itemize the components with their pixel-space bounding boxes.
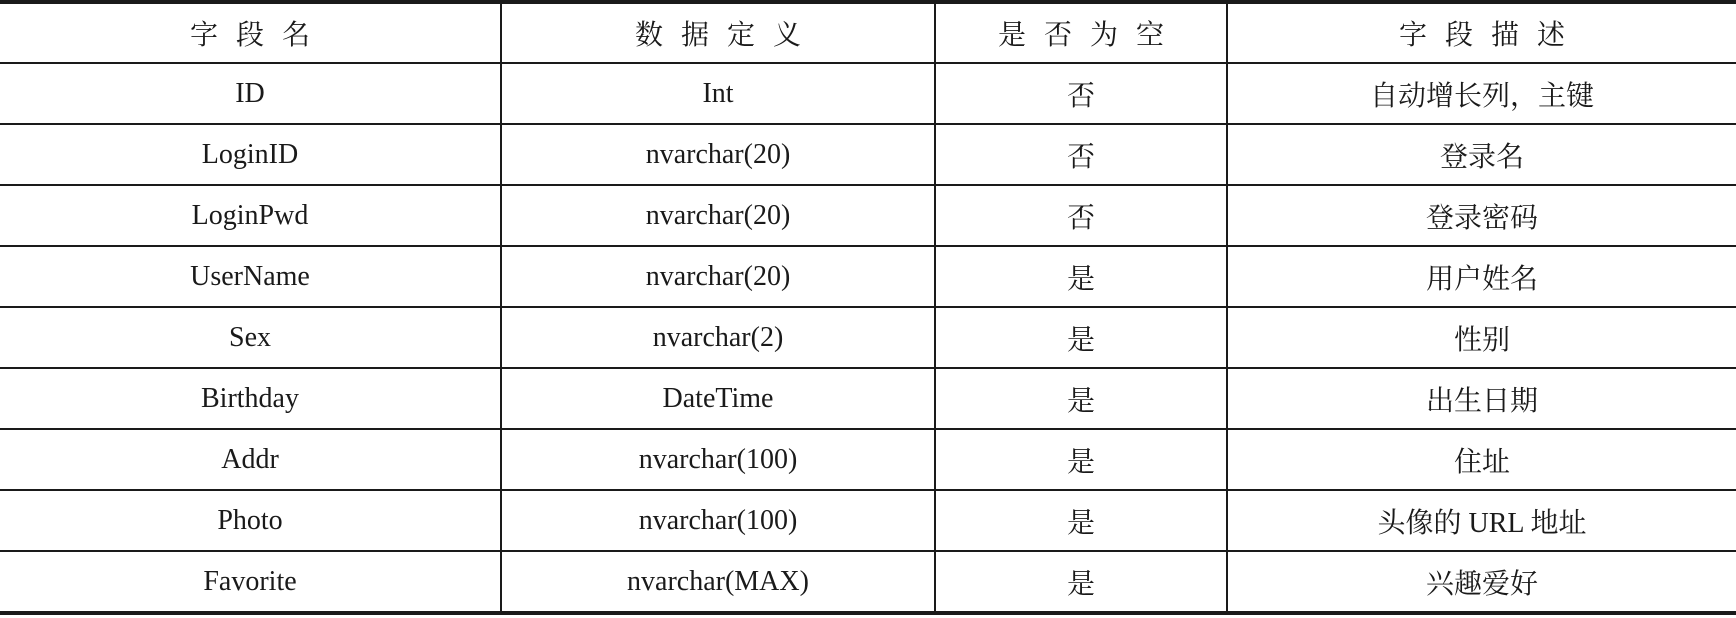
table-header <box>0 2 1736 63</box>
table-row <box>0 307 1736 368</box>
table-row <box>0 124 1736 185</box>
table-row <box>0 246 1736 307</box>
cell-field-name: Photo <box>0 490 501 551</box>
cell-field-description: 性别 <box>1227 307 1736 368</box>
cell-nullable: 否 <box>935 63 1227 124</box>
table-row <box>0 368 1736 429</box>
cell-nullable: 是 <box>935 490 1227 551</box>
cell-field-description: 住址 <box>1227 429 1736 490</box>
cell-data-definition: nvarchar(100) <box>501 490 935 551</box>
cell-field-name: LoginPwd <box>0 185 501 246</box>
header-field-name: 字段名 <box>0 2 501 63</box>
table-row <box>0 490 1736 551</box>
cell-nullable: 是 <box>935 368 1227 429</box>
cell-field-name: Birthday <box>0 368 501 429</box>
cell-nullable: 是 <box>935 246 1227 307</box>
cell-field-name: ID <box>0 63 501 124</box>
header-row <box>0 2 1736 63</box>
cell-nullable: 是 <box>935 429 1227 490</box>
cell-field-description: 登录密码 <box>1227 185 1736 246</box>
header-nullable: 是否为空 <box>935 2 1227 63</box>
cell-data-definition: Int <box>501 63 935 124</box>
cell-nullable: 否 <box>935 185 1227 246</box>
table-body <box>0 63 1736 613</box>
cell-field-description: 兴趣爱好 <box>1227 551 1736 613</box>
cell-nullable: 否 <box>935 124 1227 185</box>
cell-nullable: 是 <box>935 551 1227 613</box>
header-field-description: 字段描述 <box>1227 2 1736 63</box>
table-row <box>0 551 1736 613</box>
cell-data-definition: nvarchar(20) <box>501 124 935 185</box>
cell-field-description: 登录名 <box>1227 124 1736 185</box>
cell-field-description: 自动增长列，主键 <box>1227 63 1736 124</box>
table-row <box>0 185 1736 246</box>
cell-data-definition: nvarchar(100) <box>501 429 935 490</box>
cell-data-definition: nvarchar(MAX) <box>501 551 935 613</box>
table-row <box>0 429 1736 490</box>
cell-field-name: Addr <box>0 429 501 490</box>
cell-field-name: Favorite <box>203 565 297 597</box>
header-data-definition: 数据定义 <box>501 2 935 63</box>
cell-nullable: 是 <box>935 307 1227 368</box>
cell-field-name: Sex <box>0 307 501 368</box>
table-row <box>0 63 1736 124</box>
cell-field-description: 出生日期 <box>1227 368 1736 429</box>
cell-field-description: 用户姓名 <box>1227 246 1736 307</box>
cell-field-name: LoginID <box>0 124 501 185</box>
cell-data-definition: nvarchar(20) <box>501 246 935 307</box>
cell-data-definition: DateTime <box>501 368 935 429</box>
cell-data-definition: nvarchar(20) <box>501 185 935 246</box>
cell-field-name: UserName <box>0 246 501 307</box>
cell-field-description: 头像的 URL 地址 <box>1227 490 1736 551</box>
cell-data-definition: nvarchar(2) <box>501 307 935 368</box>
